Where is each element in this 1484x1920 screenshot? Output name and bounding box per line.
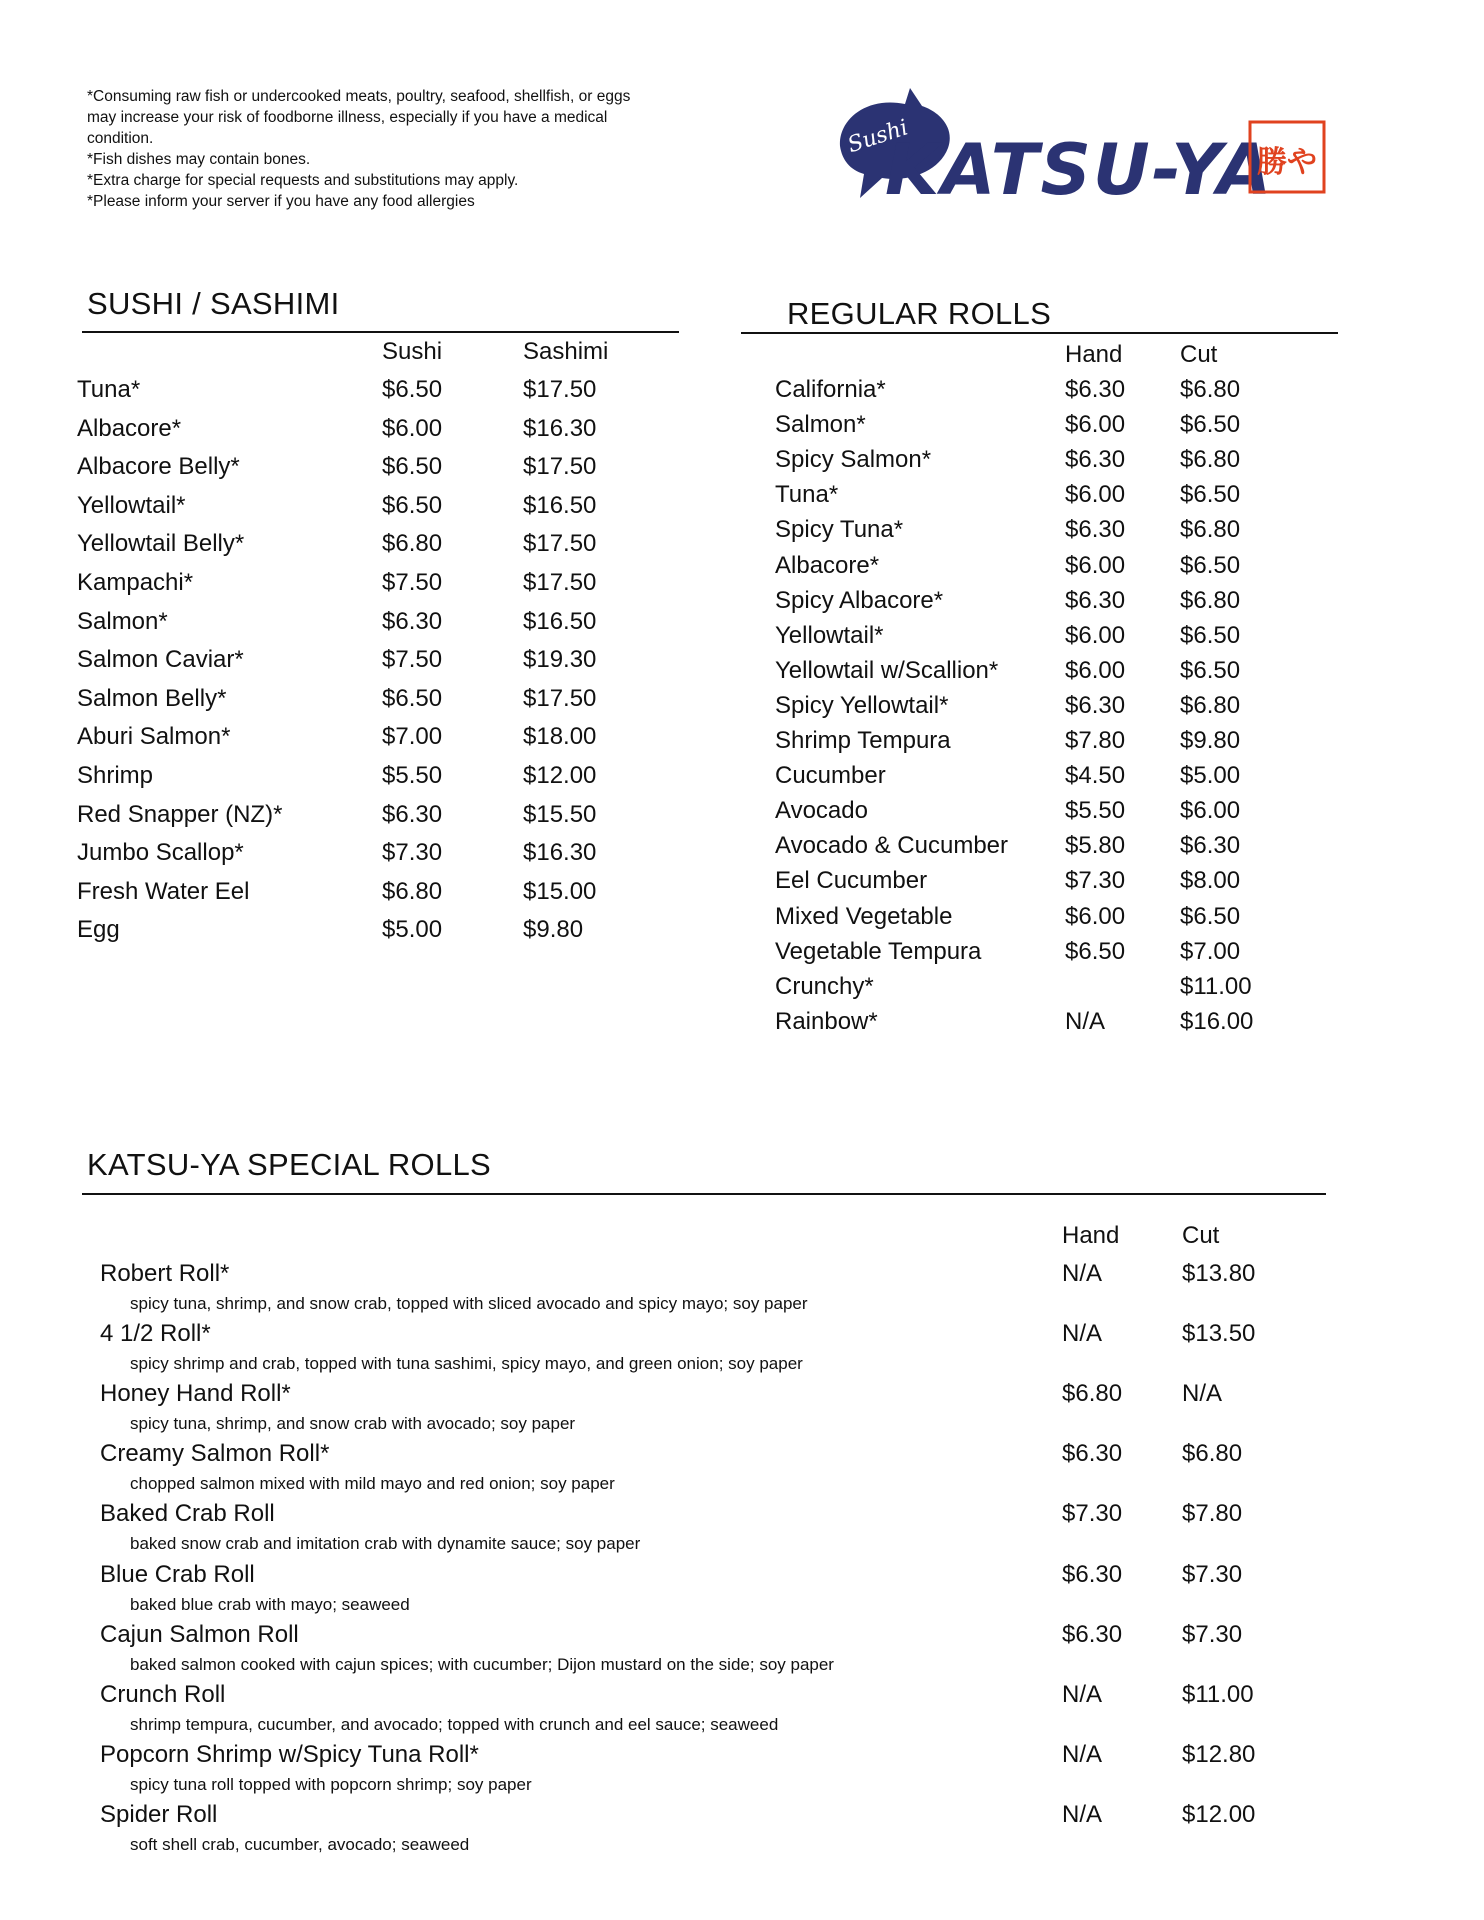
sashimi-price: $16.50 <box>523 491 597 519</box>
item-name: Spicy Albacore* <box>775 586 944 614</box>
item-name: Egg <box>77 916 120 944</box>
sushi-price: $6.50 <box>382 376 443 403</box>
regular-table <box>775 376 1335 1056</box>
item-name: Kampachi* <box>77 569 194 596</box>
hand-price: $6.30 <box>1065 586 1126 614</box>
regular-roll-row <box>775 411 1335 449</box>
cut-price: $7.30 <box>1182 1560 1243 1588</box>
item-name: Creamy Salmon Roll* <box>100 1440 330 1468</box>
cut-price: $9.80 <box>1180 727 1241 754</box>
item-description: spicy tuna, shrimp, and snow crab, topped with sliced avocado and spicy mayo; soy paper <box>130 1294 808 1313</box>
sashimi-price: $17.50 <box>523 684 597 712</box>
sashimi-price: $18.00 <box>523 723 597 751</box>
item-name: Tuna* <box>775 481 839 509</box>
regular-roll-row <box>775 727 1335 765</box>
regular-roll-row <box>775 938 1335 976</box>
cut-price: $6.50 <box>1180 551 1241 579</box>
sushi-price: $6.30 <box>382 800 443 828</box>
item-name: Yellowtail* <box>775 621 884 649</box>
item-description: soft shell crab, cucumber, avocado; seaweed <box>130 1834 470 1854</box>
notice-line: *Please inform your server if you have any food allergies <box>87 193 475 210</box>
sushi-price: $6.50 <box>382 453 443 481</box>
cut-price: $11.00 <box>1180 972 1252 1000</box>
item-description: baked salmon cooked with cajun spices; with cucumber; Dijon mustard on the side; soy paper <box>130 1654 834 1674</box>
sushi-section-title: SUSHI / SASHIMI <box>87 286 340 321</box>
sushi-column-header: Sushi <box>382 338 443 365</box>
cut-price: $6.80 <box>1180 376 1241 403</box>
hand-price: $6.30 <box>1062 1440 1123 1468</box>
item-name: Cajun Salmon Roll <box>100 1620 299 1648</box>
special-roll-row <box>100 1741 1340 1801</box>
sashimi-column-header: Sashimi <box>523 338 609 365</box>
cut-price: $6.50 <box>1180 902 1241 930</box>
item-description: baked blue crab with mayo; seaweed <box>130 1594 410 1614</box>
special-roll-row <box>100 1681 1340 1741</box>
sashimi-price: $15.00 <box>523 877 597 905</box>
item-name: Yellowtail Belly* <box>77 530 245 558</box>
sushi-item-row <box>77 723 637 761</box>
sashimi-price: $17.50 <box>523 530 597 558</box>
cut-price: $6.50 <box>1180 621 1241 649</box>
hand-price: N/A <box>1062 1320 1103 1348</box>
hand-price: N/A <box>1062 1740 1103 1768</box>
cut-price: $7.00 <box>1180 937 1241 965</box>
cut-price: $12.80 <box>1182 1740 1256 1768</box>
cut-price: $11.00 <box>1182 1680 1254 1708</box>
special-section-title: KATSU-YA SPECIAL ROLLS <box>87 1147 491 1182</box>
item-name: Avocado & Cucumber <box>775 832 1009 860</box>
logo-script: Sushi <box>844 115 912 159</box>
sashimi-price: $17.50 <box>523 376 597 403</box>
regular-roll-row <box>775 481 1335 519</box>
item-name: Spider Roll <box>100 1800 218 1828</box>
regular-roll-row <box>775 797 1335 835</box>
sushi-item-row <box>77 839 637 877</box>
hand-price: $7.30 <box>1062 1500 1123 1528</box>
sushi-price: $6.50 <box>382 684 443 712</box>
sushi-item-row <box>77 685 637 723</box>
sushi-table <box>77 376 637 956</box>
item-name: Robert Roll* <box>100 1260 230 1287</box>
cut-price: $6.00 <box>1180 797 1241 825</box>
item-name: Tuna* <box>77 376 141 403</box>
cut-price: $6.80 <box>1180 446 1241 474</box>
regular-roll-row <box>775 552 1335 590</box>
logo-wordmark: KATSU-YA <box>885 129 1274 211</box>
item-name: Eel Cucumber <box>775 867 928 895</box>
item-description: spicy shrimp and crab, topped with tuna sashimi, spicy mayo, and green onion; soy paper <box>130 1354 803 1374</box>
hand-price: $6.50 <box>1065 937 1126 965</box>
hand-price: $6.80 <box>1062 1380 1123 1408</box>
hand-price: $6.00 <box>1065 902 1126 930</box>
notice-line: may increase your risk of foodborne illness, especially if you have a medical <box>87 109 608 126</box>
hand-price: $6.00 <box>1065 411 1126 439</box>
item-name: 4 1/2 Roll* <box>100 1320 211 1348</box>
regular-roll-row <box>775 867 1335 905</box>
item-name: Yellowtail* <box>77 491 186 519</box>
item-name: Shrimp Tempura <box>775 727 951 754</box>
item-name: Albacore* <box>775 551 880 579</box>
regular-roll-row <box>775 832 1335 870</box>
sushi-price: $6.00 <box>382 414 443 442</box>
regular-roll-row <box>775 446 1335 484</box>
special-roll-row <box>100 1500 1340 1560</box>
item-name: Baked Crab Roll <box>100 1500 275 1528</box>
item-name: Crunchy* <box>775 972 874 1000</box>
hand-price: N/A <box>1062 1680 1103 1708</box>
sushi-item-row <box>77 376 637 414</box>
sashimi-price: $15.50 <box>523 800 597 828</box>
regular-hand-column-header: Hand <box>1065 341 1123 368</box>
special-roll-row <box>100 1260 1340 1320</box>
item-name: Salmon Caviar* <box>77 646 244 674</box>
hand-price: $6.00 <box>1065 656 1126 684</box>
sushi-price: $7.00 <box>382 723 443 751</box>
item-name: Shrimp <box>77 762 154 789</box>
item-name: Vegetable Tempura <box>775 937 982 965</box>
item-name: Popcorn Shrimp w/Spicy Tuna Roll* <box>100 1740 479 1768</box>
notice-line: *Fish dishes may contain bones. <box>87 151 311 168</box>
item-name: Albacore* <box>77 414 182 442</box>
allergy-notices <box>87 86 717 212</box>
sushi-item-row <box>77 608 637 646</box>
katsuya-logo <box>830 86 1350 216</box>
cut-price: $7.30 <box>1182 1620 1243 1648</box>
sushi-price: $7.50 <box>382 569 443 596</box>
hand-price: $6.30 <box>1065 376 1126 403</box>
sushi-item-row <box>77 878 637 916</box>
hand-price: $6.30 <box>1062 1560 1123 1588</box>
sushi-price: $6.80 <box>382 877 443 905</box>
regular-cut-column-header: Cut <box>1180 341 1218 368</box>
sushi-price: $7.50 <box>382 646 443 674</box>
regular-roll-row <box>775 376 1335 414</box>
notice-line: condition. <box>87 130 154 147</box>
sashimi-price: $17.50 <box>523 453 597 481</box>
item-description: baked snow crab and imitation crab with dynamite sauce; soy paper <box>130 1534 641 1554</box>
special-roll-row <box>100 1561 1340 1621</box>
cut-price: $12.00 <box>1182 1800 1256 1828</box>
hand-price: $6.30 <box>1065 691 1126 719</box>
sushi-price: $6.80 <box>382 530 443 558</box>
sashimi-price: $16.50 <box>523 607 597 635</box>
item-name: Salmon Belly* <box>77 684 227 712</box>
regular-roll-row <box>775 657 1335 695</box>
item-name: Salmon* <box>775 411 866 439</box>
hand-price: N/A <box>1065 1007 1106 1035</box>
regular-roll-row <box>775 973 1335 1011</box>
cut-price: $13.80 <box>1182 1260 1256 1287</box>
cut-price: $5.00 <box>1180 762 1241 790</box>
regular-roll-row <box>775 516 1335 554</box>
notice-line: *Consuming raw fish or undercooked meats, poultry, seafood, shellfish, or eggs <box>87 88 631 105</box>
cut-price: $8.00 <box>1180 867 1241 895</box>
sushi-price: $6.50 <box>382 491 443 519</box>
item-name: Aburi Salmon* <box>77 723 231 751</box>
sushi-item-row <box>77 492 637 530</box>
sushi-item-row <box>77 801 637 839</box>
special-hand-column-header: Hand <box>1062 1222 1120 1249</box>
hand-price: $6.00 <box>1065 551 1126 579</box>
hand-price: $6.30 <box>1065 446 1126 474</box>
hand-price: N/A <box>1062 1260 1103 1287</box>
cut-price: $6.80 <box>1182 1440 1243 1468</box>
regular-roll-row <box>775 587 1335 625</box>
item-description: shrimp tempura, cucumber, and avocado; topped with crunch and eel sauce; seaweed <box>130 1714 779 1734</box>
hand-price: $6.00 <box>1065 621 1126 649</box>
item-name: Avocado <box>775 797 868 825</box>
notice-line: *Extra charge for special requests and substitutions may apply. <box>87 172 519 189</box>
item-name: Yellowtail w/Scallion* <box>775 656 999 684</box>
regular-roll-row <box>775 622 1335 660</box>
hand-price: N/A <box>1062 1800 1103 1828</box>
special-roll-row <box>100 1801 1340 1861</box>
item-name: Cucumber <box>775 762 886 790</box>
item-name: Spicy Salmon* <box>775 446 932 474</box>
item-name: Spicy Tuna* <box>775 516 904 544</box>
sushi-section-rule <box>82 331 679 333</box>
special-section-rule <box>82 1193 1326 1195</box>
regular-roll-row <box>775 692 1335 730</box>
sushi-item-row <box>77 415 637 453</box>
hand-price: $7.80 <box>1065 727 1126 754</box>
sashimi-price: $9.80 <box>523 916 584 944</box>
sushi-item-row <box>77 646 637 684</box>
svg-text:勝や: 勝や <box>1257 145 1317 180</box>
logo-graphic <box>830 86 1350 216</box>
sashimi-price: $16.30 <box>523 839 597 867</box>
sushi-item-row <box>77 530 637 568</box>
sushi-price: $7.30 <box>382 839 443 867</box>
special-roll-row <box>100 1320 1340 1380</box>
item-name: Jumbo Scallop* <box>77 839 244 867</box>
hand-price: $4.50 <box>1065 762 1126 790</box>
regular-section-rule <box>741 332 1338 334</box>
regular-roll-row <box>775 1008 1335 1046</box>
item-name: Blue Crab Roll <box>100 1560 255 1588</box>
sushi-item-row <box>77 453 637 491</box>
special-roll-row <box>100 1440 1340 1500</box>
item-name: California* <box>775 376 886 403</box>
regular-roll-row <box>775 903 1335 941</box>
special-roll-row <box>100 1380 1340 1440</box>
hand-price: $6.30 <box>1065 516 1126 544</box>
regular-section-title: REGULAR ROLLS <box>787 296 1052 331</box>
cut-price: $6.80 <box>1180 586 1241 614</box>
hand-price: $5.50 <box>1065 797 1126 825</box>
item-name: Albacore Belly* <box>77 453 240 481</box>
sashimi-price: $16.30 <box>523 414 597 442</box>
cut-price: $6.50 <box>1180 656 1241 684</box>
special-roll-row <box>100 1621 1340 1681</box>
regular-roll-row <box>775 762 1335 800</box>
item-description: spicy tuna roll topped with popcorn shrimp; soy paper <box>130 1774 532 1794</box>
cut-price: $6.30 <box>1180 832 1241 860</box>
cut-price: $7.80 <box>1182 1500 1243 1528</box>
item-name: Crunch Roll <box>100 1680 226 1708</box>
cut-price: $6.80 <box>1180 691 1241 719</box>
hand-price: $7.30 <box>1065 867 1126 895</box>
sashimi-price: $12.00 <box>523 762 597 789</box>
sushi-item-row <box>77 916 637 954</box>
item-name: Fresh Water Eel <box>77 877 250 905</box>
hand-price: $6.00 <box>1065 481 1126 509</box>
cut-price: $6.50 <box>1180 411 1241 439</box>
sushi-item-row <box>77 762 637 800</box>
sushi-price: $5.00 <box>382 916 443 944</box>
item-name: Rainbow* <box>775 1007 878 1035</box>
item-name: Mixed Vegetable <box>775 902 953 930</box>
item-description: chopped salmon mixed with mild mayo and red onion; soy paper <box>130 1474 615 1494</box>
item-name: Red Snapper (NZ)* <box>77 800 283 828</box>
item-description: spicy tuna, shrimp, and snow crab with avocado; soy paper <box>130 1414 576 1434</box>
sushi-price: $6.30 <box>382 607 443 635</box>
item-name: Salmon* <box>77 607 168 635</box>
special-cut-column-header: Cut <box>1182 1222 1220 1249</box>
cut-price: $6.50 <box>1180 481 1241 509</box>
cut-price: $13.50 <box>1182 1320 1256 1348</box>
sashimi-price: $19.30 <box>523 646 597 674</box>
cut-price: $16.00 <box>1180 1007 1254 1035</box>
item-name: Spicy Yellowtail* <box>775 691 949 719</box>
cut-price: N/A <box>1182 1380 1223 1408</box>
hand-price: $5.80 <box>1065 832 1126 860</box>
sashimi-price: $17.50 <box>523 569 597 596</box>
cut-price: $6.80 <box>1180 516 1241 544</box>
item-name: Honey Hand Roll* <box>100 1380 291 1408</box>
hand-price: $6.30 <box>1062 1620 1123 1648</box>
sushi-item-row <box>77 569 637 607</box>
sushi-price: $5.50 <box>382 762 443 789</box>
special-table <box>100 1260 1340 1860</box>
